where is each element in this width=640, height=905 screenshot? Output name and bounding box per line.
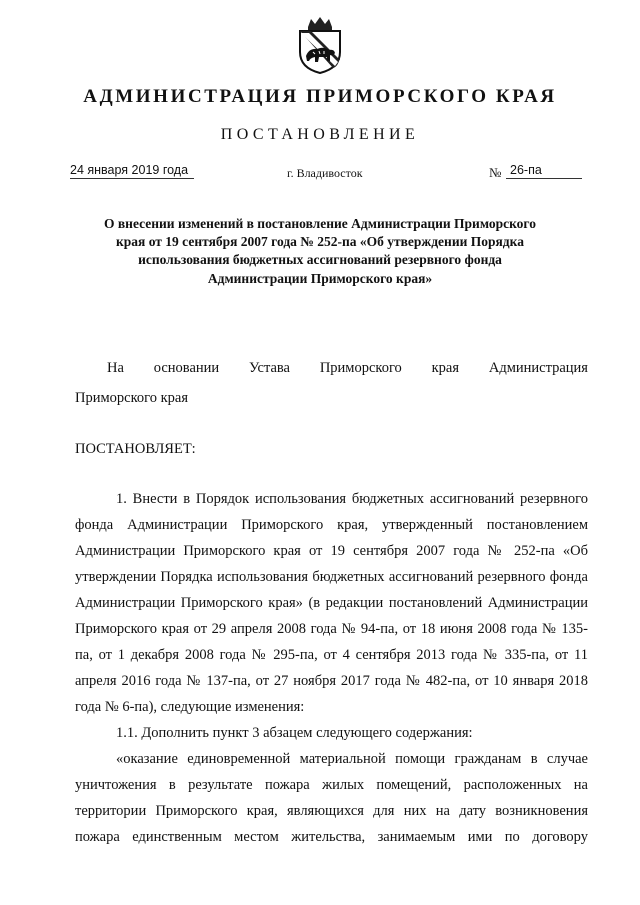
coat-of-arms-icon (297, 16, 343, 74)
basis-continuation: Приморского края (75, 390, 189, 406)
body-paragraph: «оказание единовременной материальной помощи гражданам в случае уничтожения в результате пожара жилых помещений, расположенных на территории Приморского края, являющихся для них на дату возникновения пожара единственным местом жительства, занимаемым ими по договору (75, 751, 588, 845)
body-paragraph: 1. Внести в Порядок использования бюджетных ассигнований резервного фонда Администрации Приморского края, утвержденный постановлением Администрации Приморского края от 19 сентября 2007 года № 252-па «Об утверждении Порядка использования бюджетных ассигнований резервного фонда Администрации Приморского края» (в редакции постановлений Администрации Приморского края от 29 апреля 2008 года № 94-па, от 18 июня 2008 года № 135-па, от 1 декабря 2008 года № 295-па, от 4 сентября 2013 года № 335-па, от 11 апреля 2016 года № 137-па, от 27 ноября 2017 года № 482-па, от 10 января 2018 года № 6-па), следующие изменения: (75, 491, 588, 715)
basis-word: На (107, 360, 124, 376)
document-number-label: № (489, 165, 502, 180)
document-city: г. Владивосток (287, 166, 363, 180)
document-number: 26-па (506, 163, 582, 179)
basis-paragraph (75, 353, 588, 413)
document-body (75, 486, 588, 850)
basis-word: основании (153, 360, 220, 376)
basis-word: Администрация (488, 360, 588, 376)
basis-word: края (431, 360, 460, 376)
decree-word: ПОСТАНОВЛЯЕТ: (75, 441, 196, 457)
body-paragraph: 1.1. Дополнить пункт 3 абзацем следующего содержания: (116, 725, 473, 741)
organization-title: АДМИНИСТРАЦИЯ ПРИМОРСКОГО КРАЯ (83, 86, 557, 107)
basis-word: Устава (248, 360, 290, 376)
basis-first-line (75, 353, 588, 383)
document-type: ПОСТАНОВЛЕНИЕ (220, 126, 420, 143)
document-subject: О внесении изменений в постановление Администрации Приморского края от 19 сентября 2007 года № 252-па «Об утверждении Порядка использования бюджетных ассигнований резервного фонда Администрации Приморского края» (104, 216, 536, 286)
basis-word: Приморского (319, 360, 402, 376)
document-date: 24 января 2019 года (70, 163, 194, 179)
